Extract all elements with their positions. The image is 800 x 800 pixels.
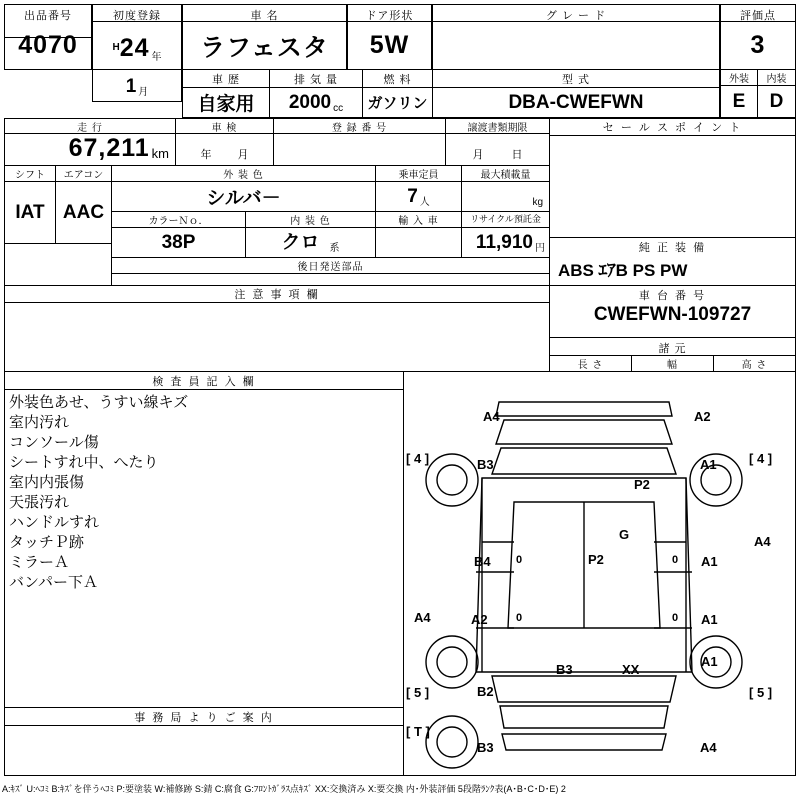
equipment-label: 純 正 装 備 — [638, 241, 707, 254]
first-reg-month-unit: 月 — [138, 87, 149, 98]
shaken-label-box — [176, 118, 274, 134]
model-value-box — [433, 88, 720, 118]
aircon-value: AAC — [62, 201, 105, 223]
inspector-note-line: タッチＰ跡 — [9, 534, 85, 551]
caution-value — [5, 303, 549, 311]
shift-label: シフト — [15, 170, 45, 181]
fuel-value: ガソリン — [367, 95, 428, 112]
ext-color-label-box — [112, 166, 376, 182]
mileage-label: 走 行 — [77, 123, 103, 134]
damage-code: B3 — [556, 662, 573, 677]
chassis-label: 車 台 番 号 — [638, 289, 707, 302]
max-load-unit: kg — [532, 197, 543, 208]
displacement-label: 排 気 量 — [293, 74, 339, 86]
legend-text: A:ｷｽﾞ U:ﾍｺﾐ B:ｷｽﾞを伴うﾍｺﾐ P:要塗装 W:補修跡 S:錆 C:腐食 G:ﾌﾛﾝﾄｶﾞﾗｽ点ｷｽﾞ XX:交換済み X:要交換 内･外装評価 5段階ﾗﾝｸ表(A･B･C･D･E) 2 — [2, 784, 566, 794]
history-label: 車 歴 — [211, 74, 241, 86]
int-rank-label: 内装 — [766, 74, 787, 85]
tire-depth-label: [ 4 ] — [406, 451, 430, 466]
shift-value-box — [4, 182, 56, 244]
recycle-value: 11,910 — [475, 232, 533, 253]
score-label-box — [720, 4, 796, 22]
transfer-label-box — [446, 118, 550, 134]
shift-label-box — [4, 166, 56, 182]
capacity-label: 乗車定員 — [398, 170, 439, 181]
damage-code: A4 — [483, 409, 500, 424]
office-box — [4, 708, 404, 776]
dimensions-label-box — [550, 338, 796, 356]
model-value: DBA-CWEFWN — [508, 91, 644, 113]
chassis-box — [550, 286, 796, 338]
displacement-value: 2000 — [288, 92, 332, 113]
int-color-label: 内 装 色 — [290, 216, 331, 227]
int-color-value-box — [246, 228, 376, 258]
ext-color-value: シルバ－ — [206, 188, 281, 209]
ext-color-value-box — [112, 182, 376, 212]
caution-box — [4, 286, 550, 372]
recycle-value-box — [462, 228, 550, 258]
car-name-value-box — [182, 22, 347, 70]
dim-width-label: 幅 — [667, 360, 678, 371]
first-reg-year-unit: 年 — [151, 52, 162, 63]
capacity-label-box — [376, 166, 462, 182]
int-color-value: クロ — [281, 232, 320, 253]
ext-rank-value-box — [720, 86, 758, 118]
inspector-note-line: シートすれ中、へたり — [9, 454, 159, 471]
damage-code: A4 — [754, 534, 771, 549]
color-no-value: 38P — [161, 231, 196, 253]
first-reg-year-box — [92, 22, 182, 70]
inspector-note-line: ハンドルすれ — [9, 514, 100, 531]
reg-no-value-box — [274, 134, 446, 166]
door-value-box — [347, 22, 432, 70]
damage-code: P2 — [588, 552, 604, 567]
ext-rank-label-box — [720, 70, 758, 86]
capacity-value: 7 — [407, 186, 418, 207]
damage-code: A1 — [701, 612, 718, 627]
door-value: 5W — [369, 31, 410, 59]
first-reg-label-box — [92, 4, 182, 22]
caution-label: 注 意 事 項 欄 — [5, 286, 549, 303]
sales-point-label: セ ー ル ス ポ イ ン ト — [550, 119, 795, 136]
sales-point-box — [550, 118, 796, 238]
office-value — [5, 726, 403, 734]
door-mark: 0 — [672, 554, 679, 566]
damage-code: A1 — [700, 457, 717, 472]
later-parts-value-box — [112, 274, 550, 286]
score-label: 評価点 — [740, 10, 776, 22]
tire-depth-label: [ 5 ] — [749, 685, 773, 700]
first-reg-label: 初度登録 — [113, 10, 161, 22]
capacity-value-box — [376, 182, 462, 212]
color-no-value-box — [112, 228, 246, 258]
first-reg-era: H — [112, 42, 120, 53]
max-load-value-box — [462, 182, 550, 212]
damage-code: A2 — [694, 409, 711, 424]
transfer-month-unit: 月 — [472, 149, 484, 161]
damage-code: B4 — [474, 554, 491, 569]
damage-code: B3 — [477, 457, 494, 472]
mileage-value: 67,211 — [68, 134, 150, 162]
inspector-note-line: コンソール傷 — [9, 434, 99, 451]
first-reg-month-box — [92, 70, 182, 102]
dim-width-label-box — [632, 356, 714, 372]
inspector-note-line: バンパー下Ａ — [9, 574, 98, 591]
recycle-unit: 円 — [535, 243, 545, 254]
grade-label: グ レ ー ド — [545, 10, 607, 22]
dim-height-label-box — [714, 356, 796, 372]
int-rank-value: D — [769, 90, 784, 112]
model-label-box — [433, 70, 720, 88]
displacement-label-box — [270, 70, 363, 88]
history-value: 自家用 — [197, 94, 255, 115]
equipment-box — [550, 238, 796, 286]
grade-value-box — [432, 22, 720, 70]
fuel-label-box — [363, 70, 433, 88]
capacity-unit: 人 — [419, 197, 430, 208]
ext-color-label: 外 装 色 — [223, 170, 264, 181]
import-label-box — [376, 212, 462, 228]
int-rank-label-box — [758, 70, 796, 86]
inspector-note-line: ミラーＡ — [9, 554, 70, 571]
office-label: 事 務 局 よ り ご 案 内 — [5, 708, 403, 726]
transfer-value-box — [446, 134, 550, 166]
damage-code: A4 — [414, 610, 431, 625]
transfer-label: 譲渡書類期限 — [467, 123, 528, 134]
damage-code: XX — [622, 662, 640, 677]
shift-value: IAT — [15, 201, 45, 223]
equipment-value: ABS ｴｱB PS PW — [558, 261, 688, 280]
spare-tire-label: [ T ] — [406, 724, 430, 739]
later-parts-left-box — [4, 244, 112, 286]
door-label-box — [347, 4, 432, 22]
lot-number-value-box — [4, 22, 92, 70]
dim-length-label-box — [550, 356, 632, 372]
lot-number-value: 4070 — [18, 31, 78, 59]
grade-label-box — [432, 4, 720, 22]
mileage-label-box — [4, 118, 176, 134]
ext-rank-value: E — [732, 90, 746, 112]
inspector-note-line: 天張汚れ — [9, 494, 70, 511]
int-rank-value-box — [758, 86, 796, 118]
inspector-notes — [5, 390, 403, 593]
int-color-suffix: 系 — [329, 243, 340, 254]
score-value: 3 — [750, 31, 766, 59]
reg-no-label-box — [274, 118, 446, 134]
car-diagram — [404, 372, 794, 774]
int-color-label-box — [246, 212, 376, 228]
later-parts-label-box — [112, 258, 550, 274]
car-outline-svg — [404, 372, 794, 774]
inspector-box — [4, 372, 404, 708]
mileage-value-box — [4, 134, 176, 166]
sales-point-value — [550, 136, 795, 144]
color-no-label-box — [112, 212, 246, 228]
door-mark: 0 — [516, 612, 523, 624]
color-no-label: カラーＮｏ． — [148, 216, 209, 227]
aircon-label: エアコン — [63, 170, 104, 181]
recycle-label-box — [462, 212, 550, 228]
displacement-unit: cc — [333, 103, 344, 114]
inspector-note-line: 室内内張傷 — [9, 474, 85, 491]
dim-length-label: 長 さ — [577, 360, 604, 371]
aircon-label-box — [56, 166, 112, 182]
history-label-box — [182, 70, 270, 88]
import-value-box — [376, 228, 462, 258]
first-reg-month: 1 — [125, 76, 137, 97]
displacement-value-box — [270, 88, 363, 118]
damage-code: A4 — [700, 740, 717, 755]
shaken-value-box — [176, 134, 274, 166]
chassis-value: CWEFWN-109727 — [593, 304, 752, 325]
damage-code: B2 — [477, 684, 494, 699]
inspector-note-line: 外装色あせ、うすい線キズ — [9, 394, 189, 411]
transfer-day-unit: 日 — [511, 149, 523, 161]
later-parts-label: 後日発送部品 — [297, 262, 364, 273]
first-reg-year: 24 — [119, 34, 150, 62]
damage-code: P2 — [634, 477, 650, 492]
damage-diagram-box — [404, 372, 796, 776]
door-label: ドア形状 — [365, 10, 414, 22]
inspector-label: 検 査 員 記 入 欄 — [5, 372, 403, 390]
damage-code: B3 — [477, 740, 494, 755]
fuel-value-box — [363, 88, 433, 118]
damage-code: A1 — [701, 654, 718, 669]
inspector-note-line: 室内汚れ — [9, 414, 70, 431]
lot-number-label: 出品番号 — [24, 10, 72, 22]
car-name-value: ラフェスタ — [200, 33, 329, 62]
import-label: 輸 入 車 — [398, 216, 439, 227]
max-load-label-box — [462, 166, 550, 182]
tire-depth-label: [ 5 ] — [406, 685, 430, 700]
door-mark: 0 — [672, 612, 679, 624]
damage-code: G — [619, 527, 630, 542]
shaken-label: 車 検 — [211, 123, 238, 134]
score-value-box — [720, 22, 796, 70]
reg-no-label: 登 録 番 号 — [331, 123, 388, 134]
max-load-label: 最大積載量 — [480, 170, 531, 181]
shaken-year-unit: 年 — [200, 149, 212, 161]
history-value-box — [182, 88, 270, 118]
damage-code: A1 — [701, 554, 718, 569]
tire-depth-label: [ 4 ] — [749, 451, 773, 466]
recycle-label: リサイクル預託金 — [470, 214, 541, 224]
dimensions-label: 諸 元 — [658, 343, 687, 355]
door-mark: 0 — [516, 554, 523, 566]
aircon-value-box — [56, 182, 112, 244]
shaken-month-unit: 月 — [237, 149, 249, 161]
mileage-unit: km — [151, 146, 169, 161]
ext-rank-label: 外装 — [729, 74, 749, 85]
dim-height-label: 高 さ — [741, 360, 768, 371]
fuel-label: 燃 料 — [383, 74, 412, 86]
model-label: 型 式 — [561, 74, 591, 86]
car-name-label-box — [182, 4, 347, 22]
car-name-label: 車 名 — [250, 10, 279, 22]
damage-code: A2 — [471, 612, 488, 627]
